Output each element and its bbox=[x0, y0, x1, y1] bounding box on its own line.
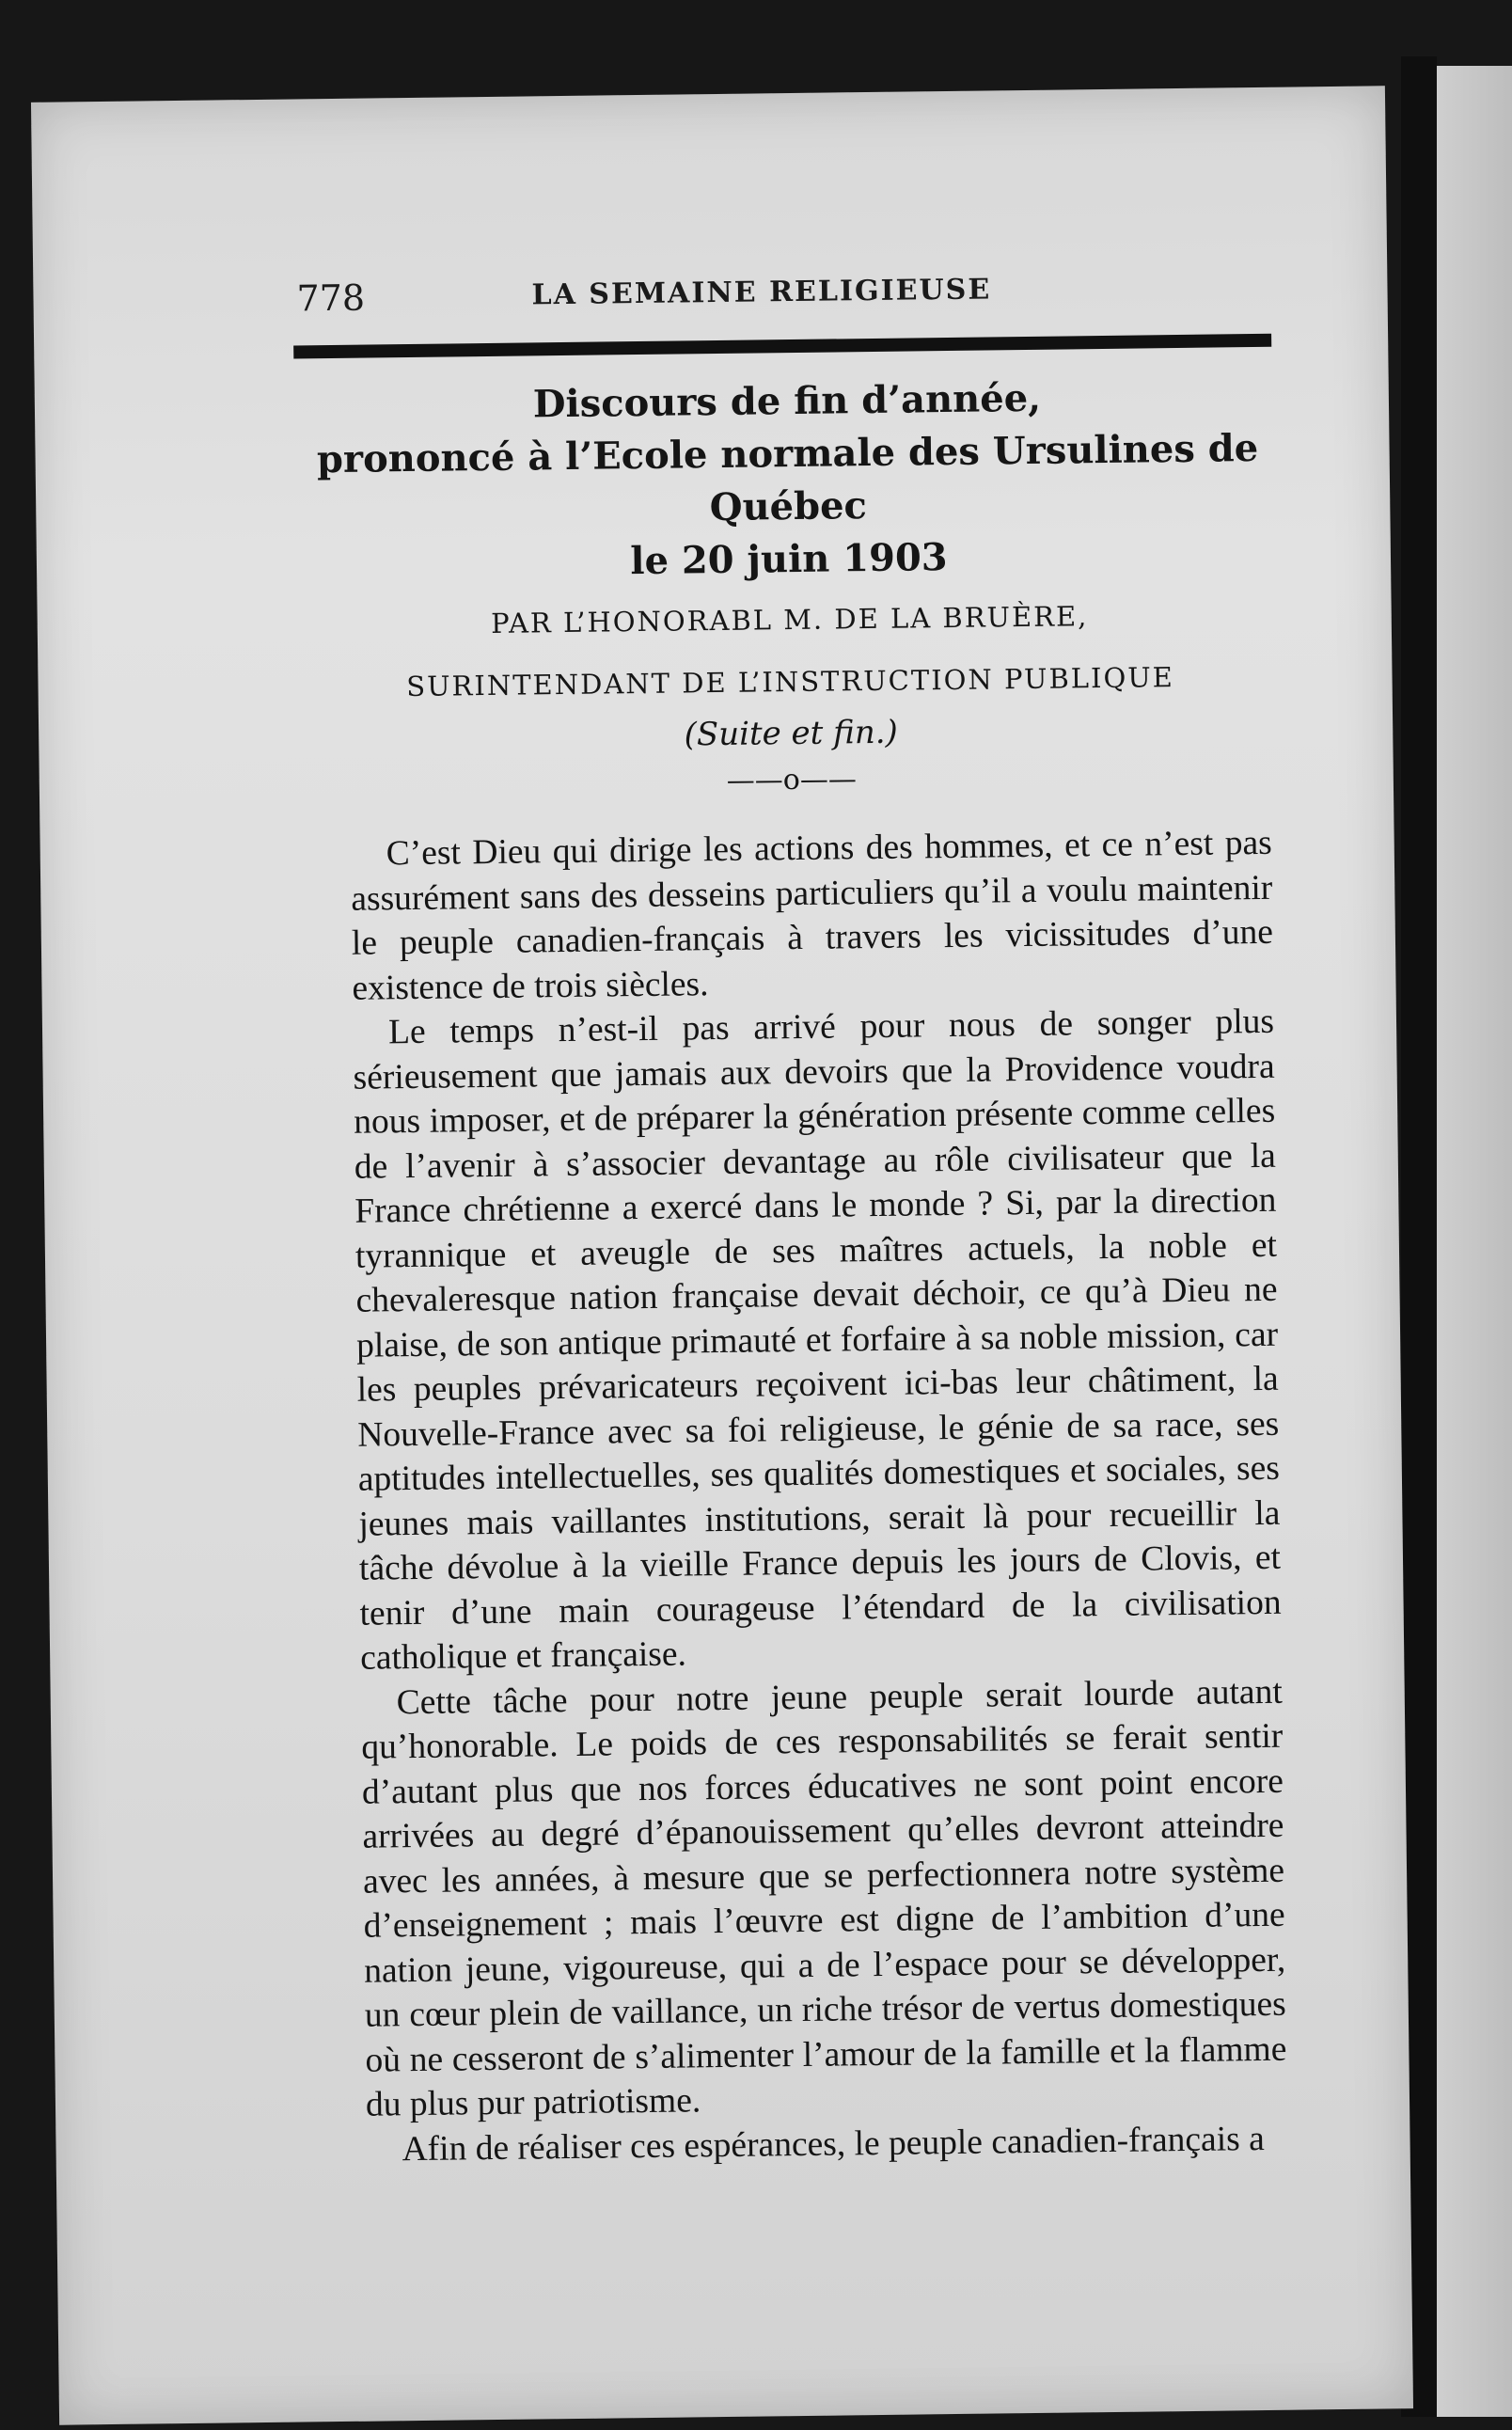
header-rule bbox=[293, 334, 1271, 359]
byline-author: PAR L’HONORABL M. DE LA BRUÈRE, bbox=[490, 600, 1089, 639]
byline-office: SURINTENDANT DE L’INSTRUCTION PUBLIQUE bbox=[406, 661, 1175, 703]
running-head: LA SEMAINE RELIGIEUSE bbox=[531, 273, 992, 312]
ornament-divider: ——o—— bbox=[726, 763, 858, 797]
article-title-block bbox=[279, 369, 1299, 810]
title-line-2: prononcé à l’Ecole normale des Ursulines de Québec bbox=[316, 425, 1259, 530]
book-page bbox=[31, 86, 1413, 2424]
title-line-1: Discours de fin d’année, bbox=[532, 375, 1042, 427]
continuation-note: (Suite et fin.) bbox=[684, 713, 899, 754]
page-header bbox=[296, 266, 1275, 335]
adjacent-page-edge bbox=[1437, 66, 1512, 2417]
paragraph-1: C’est Dieu qui dirige les actions des hommes, et ce n’est pas assurément sans des desseins particuliers qu’il a voulu maintenir le peuple canadien-français à travers les vicissitudes d’une existence de trois siècles. bbox=[351, 823, 1274, 1008]
paragraph-2: Le temps n’est-il pas arrivé pour nous de songer plus sérieusement que jamais aux devoirs que la Providence voudra nous imposer, et de préparer la génération présente comme celles de l’avenir à s’associer devantage au rôle civilisateur que la France chrétienne a exercé dans le monde ? Si, par la direction tyrannique et aveugle de ses maîtres actuels, la noble et chevaleresque nation française devait déchoir, ce qu’à Dieu ne plaise, de son antique primauté et forfaire à sa noble mission, car les peuples prévaricateurs reçoivent ici-bas leur châtiment, la Nouvelle-France avec sa foi religieuse, le génie de sa race, ses aptitudes intellectuelles, ses qualités domestiques et sociales, ses jeunes mais vaillantes institutions, serait là pour recueillir la tâche dévolue à la vieille France depuis les jours de Clovis, et tenir d’une main courageuse l’étendard de la civilisation catholique et française. bbox=[353, 1002, 1282, 1678]
article-body bbox=[350, 821, 1287, 2172]
page-number: 778 bbox=[296, 276, 366, 320]
title-line-3: le 20 juin 1903 bbox=[630, 535, 948, 584]
paragraph-4: Afin de réaliser ces espérances, le peuple canadien-français a bbox=[402, 2119, 1265, 2169]
paragraph-3: Cette tâche pour notre jeune peuple serait lourde autant qu’honorable. Le poids de ces responsabilités se ferait sentir d’autant plus que nos forces éducatives ne sont point encore arrivées au degré d’épanouissement qu’elles devront atteindre avec les années, à mesure que se perfectionnera notre système d’enseignement ; mais l’œuvre est digne de l’ambition d’une nation jeune, vigoureuse, qui a de l’espace pour se développer, un cœur plein de vaillance, un riche trésor de vertus domestiques où ne cesseront de s’alimenter l’amour de la famille et la flamme du plus pur patriotisme. bbox=[361, 1672, 1287, 2124]
